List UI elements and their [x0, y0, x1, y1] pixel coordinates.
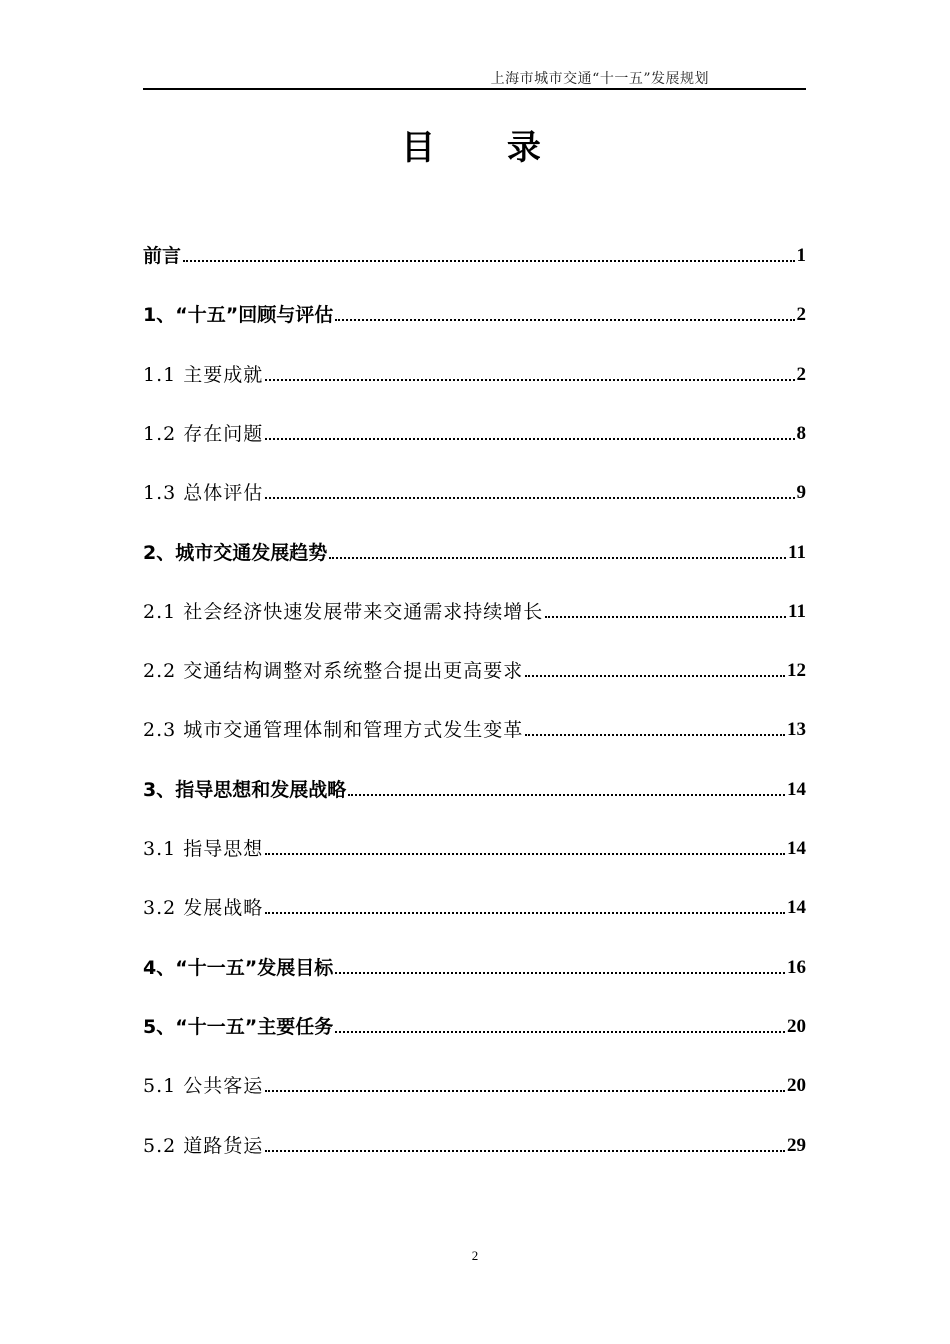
toc-entry-label: 3、指导思想和发展战略 — [143, 778, 347, 801]
toc-entry-page-number: 1 — [796, 245, 806, 266]
dot-leader — [265, 379, 794, 381]
dot-leader — [525, 734, 785, 736]
toc-entry[interactable] — [143, 232, 806, 268]
toc-entry-page-number: 29 — [787, 1134, 806, 1156]
toc-entry-label: 2、城市交通发展趋势 — [143, 541, 328, 564]
toc-entry-label: 4、“十一五”发展目标 — [143, 956, 334, 979]
toc-entry-label: 1、“十五”回顾与评估 — [143, 304, 334, 327]
toc-entry-page-number: 8 — [796, 422, 806, 444]
toc-entry-label: 5.2 道路货运 — [143, 1134, 264, 1157]
dot-leader — [335, 1031, 785, 1033]
toc-entry[interactable] — [143, 766, 806, 802]
toc-entry-page-number: 20 — [787, 1015, 806, 1037]
toc-entry[interactable] — [143, 291, 806, 327]
toc-entry-page-number: 2 — [796, 363, 806, 385]
toc-entry-label: 2.1 社会经济快速发展带来交通需求持续增长 — [143, 600, 544, 623]
toc-entry[interactable] — [143, 529, 806, 565]
toc-entry-label: 1.2 存在问题 — [143, 422, 264, 445]
toc-entry-label: 2.3 城市交通管理体制和管理方式发生变革 — [143, 719, 524, 742]
toc-entry-page-number: 16 — [787, 956, 806, 978]
toc-entry-label: 2.2 交通结构调整对系统整合提出更高要求 — [143, 660, 524, 683]
toc-entry-label: 1.1 主要成就 — [143, 363, 264, 386]
toc-entry[interactable] — [143, 588, 806, 624]
page-header — [143, 66, 806, 90]
toc-entry[interactable] — [143, 1062, 806, 1098]
dot-leader — [183, 260, 794, 262]
dot-leader — [335, 319, 794, 321]
toc-entry[interactable] — [143, 469, 806, 505]
toc-entry-label: 5.1 公共客运 — [143, 1075, 264, 1098]
dot-leader — [335, 972, 785, 974]
dot-leader — [545, 616, 786, 618]
toc-entry-page-number: 20 — [787, 1075, 806, 1097]
header-title: 上海市城市交通“十一五”发展规划 — [490, 71, 709, 87]
dot-leader — [265, 853, 785, 855]
dot-leader — [329, 557, 786, 559]
dot-leader — [265, 497, 794, 499]
dot-leader — [348, 794, 785, 796]
dot-leader — [265, 438, 794, 440]
toc-entry-label: 5、“十一五”主要任务 — [143, 1015, 334, 1038]
dot-leader — [265, 912, 785, 914]
toc-entry-label: 3.2 发展战略 — [143, 897, 264, 920]
toc-title: 目 录 — [401, 128, 571, 168]
toc-entry[interactable] — [143, 944, 806, 980]
toc-entry-page-number: 14 — [787, 897, 806, 919]
toc-entry-label: 前言 — [143, 245, 182, 267]
dot-leader — [265, 1090, 785, 1092]
toc-entry-page-number: 2 — [796, 304, 806, 326]
toc-entry[interactable] — [143, 1122, 806, 1158]
dot-leader — [265, 1150, 785, 1152]
toc-entry-page-number: 13 — [787, 719, 806, 741]
toc-entry[interactable] — [143, 1003, 806, 1039]
toc-entry[interactable] — [143, 351, 806, 387]
toc-entry-page-number: 12 — [787, 660, 806, 682]
toc-entry-page-number: 9 — [796, 482, 806, 504]
dot-leader — [525, 675, 785, 677]
toc-entry-label: 3.1 指导思想 — [143, 838, 264, 860]
toc-entry[interactable] — [143, 884, 806, 920]
toc-entry-page-number: 11 — [788, 541, 806, 563]
toc-entry-page-number: 11 — [788, 600, 806, 622]
toc-entry-page-number: 14 — [787, 778, 806, 800]
toc-entry[interactable] — [143, 410, 806, 446]
toc-entry[interactable] — [143, 825, 806, 861]
toc-entry[interactable] — [143, 647, 806, 683]
toc-entry-label: 1.3 总体评估 — [143, 482, 264, 505]
page-number: 2 — [471, 1248, 479, 1263]
toc-entry[interactable] — [143, 706, 806, 742]
toc-entry-page-number: 14 — [787, 838, 806, 859]
